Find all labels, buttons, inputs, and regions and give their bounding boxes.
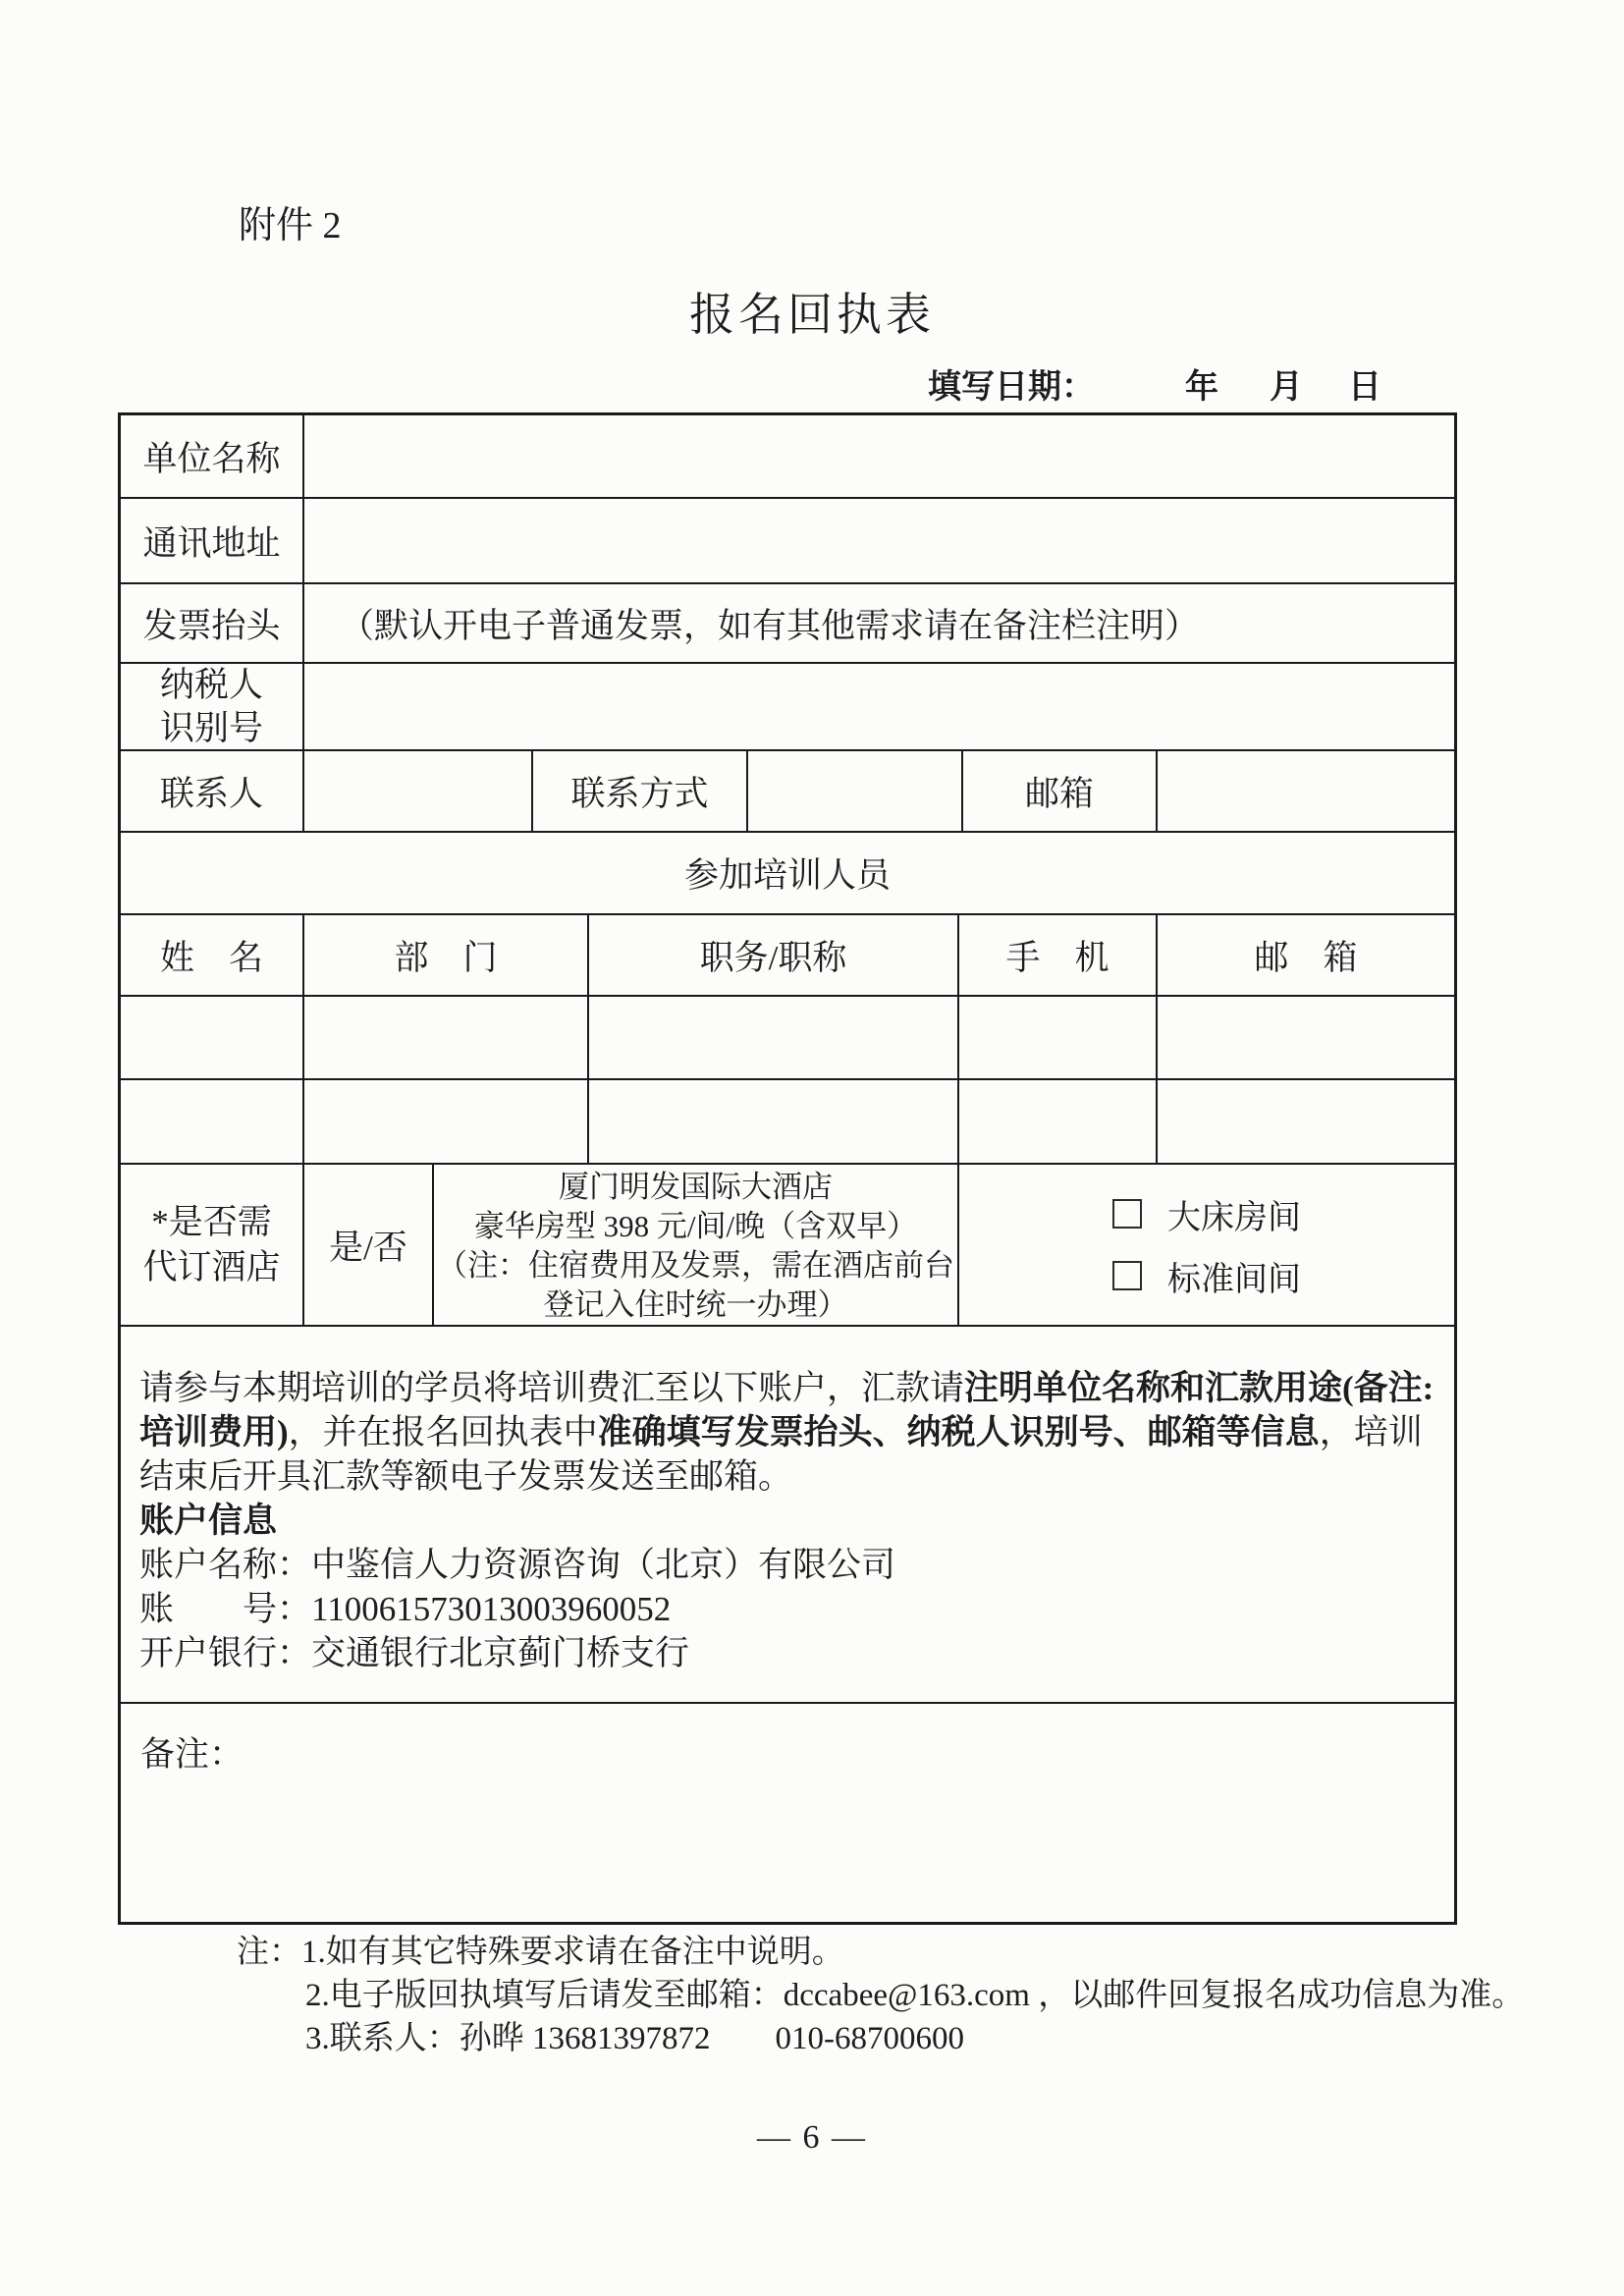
participant-email-field[interactable] [1158, 1080, 1454, 1163]
king-room-label: 大床房间 [1167, 1199, 1301, 1236]
payment-seg-3: ，并在报名回执表中 [288, 1413, 598, 1451]
payment-seg-1: 请参与本期培训的学员将培训费汇至以下账户，汇款请 [139, 1369, 965, 1407]
invoice-title-label: 发票抬头 [121, 584, 304, 662]
footnotes [237, 1931, 1524, 2060]
remarks-field[interactable] [121, 1704, 1454, 1922]
page-number: — 6 — [757, 2119, 867, 2156]
payment-seg-5: ，培训结束后开具汇款等额电子发票发送至邮箱。 [139, 1413, 1423, 1496]
footnote-item-1: 1.如有其它特殊要求请在备注中说明。 [301, 1935, 844, 1970]
footnote-prefix: 注： [237, 1935, 301, 1970]
footnote-line [237, 1931, 1524, 1974]
contact-name-label: 联系人 [121, 751, 304, 831]
registration-form-table [118, 412, 1457, 1925]
contact-phone-label: 联系方式 [533, 751, 748, 831]
hotel-label-line2: 代订酒店 [142, 1247, 281, 1286]
account-number: 账 号：110061573013003960052 [139, 1590, 672, 1628]
taxpayer-id-label [121, 664, 304, 749]
room-option-king[interactable] [1112, 1190, 1301, 1238]
table-row [121, 833, 1454, 915]
address-field[interactable] [304, 499, 1454, 582]
taxpayer-label-line2: 识别号 [159, 708, 263, 747]
unit-name-label: 单位名称 [121, 415, 304, 497]
account-info-heading: 账户信息 [139, 1502, 278, 1540]
participants-header-row [121, 915, 1454, 997]
room-option-standard[interactable] [1112, 1252, 1301, 1300]
day-label: 日 [1348, 369, 1381, 406]
remarks-row [121, 1704, 1454, 1922]
participant-name-field[interactable] [121, 1080, 304, 1163]
payment-seg-2: 注明单位名称和汇款用途(备注:培训费用) [139, 1369, 1435, 1451]
footnote-line [237, 2017, 1524, 2060]
fill-date-label: 填写日期： [928, 369, 1095, 406]
hotel-booking-label [121, 1165, 304, 1325]
header-department: 部 门 [304, 915, 589, 995]
standard-room-checkbox[interactable] [1112, 1261, 1142, 1290]
contact-email-label: 邮箱 [963, 751, 1158, 831]
footnote-item-3: 3.联系人：孙晔 13681397872 010-68700600 [305, 2021, 964, 2056]
participant-email-field[interactable] [1158, 997, 1454, 1078]
participant-name-field[interactable] [121, 997, 304, 1078]
header-position: 职务/职称 [589, 915, 959, 995]
header-name: 姓 名 [121, 915, 304, 995]
table-row [121, 499, 1454, 584]
standard-room-label: 标准间间 [1167, 1261, 1301, 1298]
hotel-info [434, 1165, 959, 1325]
address-label: 通讯地址 [121, 499, 304, 582]
fill-date-line [928, 359, 1381, 408]
participant-position-field[interactable] [589, 997, 959, 1078]
month-label: 月 [1270, 369, 1303, 406]
king-room-checkbox[interactable] [1112, 1199, 1142, 1229]
footnote-line [237, 1974, 1524, 2017]
participants-section-title: 参加培训人员 [683, 856, 891, 895]
participant-position-field[interactable] [589, 1080, 959, 1163]
contact-email-field[interactable] [1158, 751, 1454, 831]
account-bank: 开户银行：交通银行北京蓟门桥支行 [139, 1634, 690, 1672]
footnote-item-2: 2.电子版回执填写后请发至邮箱：dccabee@163.com ，以邮件回复报名成功信息为准。 [305, 1978, 1525, 2013]
unit-name-field[interactable] [304, 415, 1454, 497]
hotel-name: 厦门明发国际大酒店 [559, 1169, 833, 1204]
payment-row [121, 1327, 1454, 1704]
table-row [121, 415, 1454, 499]
header-mobile: 手 机 [959, 915, 1158, 995]
table-row [121, 751, 1454, 833]
table-row [121, 584, 1454, 664]
hotel-note-line1: （注：住宿费用及发票，需在酒店前台 [437, 1247, 954, 1283]
hotel-label-line1: *是否需 [151, 1202, 272, 1241]
payment-paragraph [139, 1366, 1435, 1499]
participant-mobile-field[interactable] [959, 997, 1158, 1078]
participant-department-field[interactable] [304, 997, 589, 1078]
contact-phone-field[interactable] [748, 751, 963, 831]
hotel-room-price: 豪华房型 398 元/间/晚（含双早） [473, 1208, 918, 1243]
header-email: 邮 箱 [1254, 938, 1358, 977]
taxpayer-label-line1: 纳税人 [159, 665, 263, 704]
hotel-yes-no-field[interactable]: 是/否 [304, 1165, 434, 1325]
hotel-row [121, 1165, 1454, 1327]
payment-instructions [121, 1327, 1454, 1702]
table-row [121, 664, 1454, 751]
room-type-options [959, 1165, 1454, 1325]
payment-seg-4: 准确填写发票抬头、纳税人识别号、邮箱等信息 [597, 1413, 1320, 1451]
invoice-title-field[interactable]: （默认开电子普通发票，如有其他需求请在备注栏注明） [340, 606, 1200, 645]
account-name: 账户名称：中鉴信人力资源咨询（北京）有限公司 [139, 1546, 896, 1584]
participant-mobile-field[interactable] [959, 1080, 1158, 1163]
participant-row [121, 997, 1454, 1080]
contact-name-field[interactable] [304, 751, 533, 831]
page-title: 报名回执表 [689, 290, 935, 340]
hotel-note-line2: 登记入住时统一办理） [543, 1286, 848, 1322]
year-label: 年 [1185, 369, 1218, 406]
participant-row [121, 1080, 1454, 1165]
attachment-label: 附件 2 [239, 205, 342, 246]
taxpayer-id-field[interactable] [304, 664, 1454, 749]
participant-department-field[interactable] [304, 1080, 589, 1163]
remarks-label: 备注： [140, 1735, 244, 1774]
